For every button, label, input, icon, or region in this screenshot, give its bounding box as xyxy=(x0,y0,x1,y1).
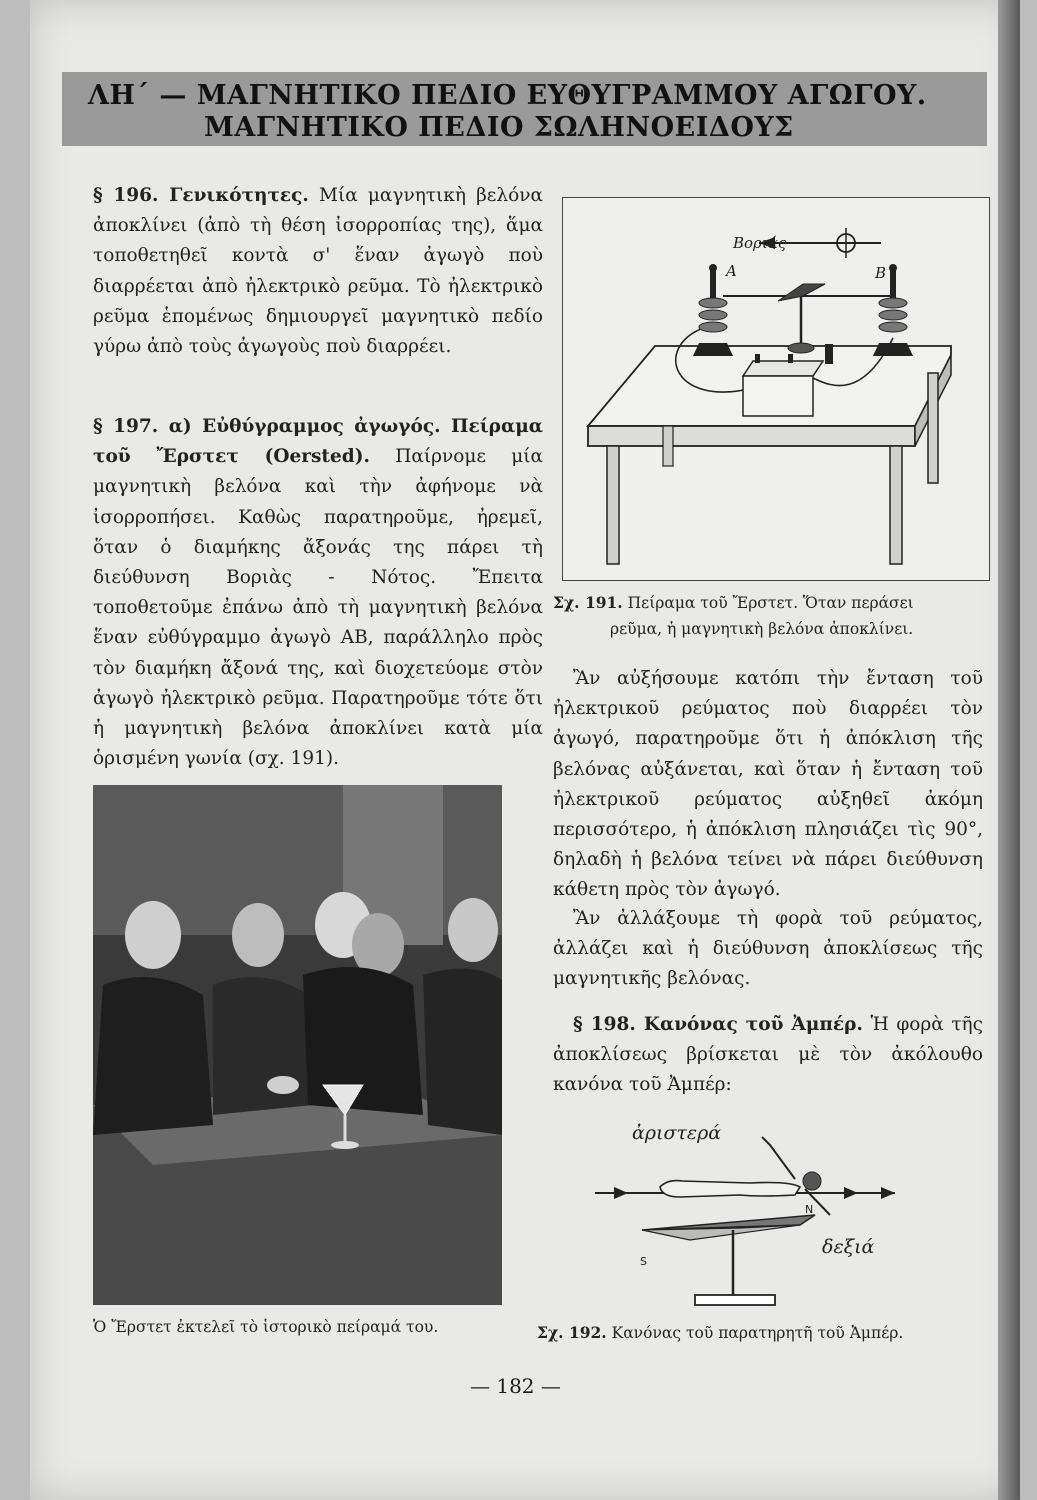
figure-191-caption-line1 xyxy=(553,592,914,614)
figure-192-caption xyxy=(537,1322,903,1344)
figure-191-oersted-apparatus xyxy=(562,197,990,581)
section-198-heading: § 198. Κανόνας τοῦ Ἀμπέρ. xyxy=(573,1014,863,1035)
figure-192-drawing xyxy=(590,1105,910,1320)
photo-illustration xyxy=(93,785,502,1305)
paragraph-direction: Ἂν ἀλλάξουμε τὴ φορὰ τοῦ ρεύματος, ἀλλάζει καὶ ἡ διεύθυνση ἀποκλίσεως τῆς μαγνητικῆς βελόνας. xyxy=(553,908,983,990)
chapter-title-line2: ΜΑΓΝΗΤΙΚΟ ΠΕΔΙΟ ΣΩΛΗΝΟΕΙΔΟΥΣ xyxy=(204,112,794,143)
chapter-title-line1: ΛΗ΄ — ΜΑΓΝΗΤΙΚΟ ΠΕΔΙΟ ΕΥΘΥΓΡΑΜΜΟΥ ΑΓΩΓΟΥ. xyxy=(88,80,927,111)
table-leg xyxy=(890,446,902,564)
section-197-heading: § 197. α) Εὐθύγραμμος ἀγωγός. Πείραμα τοῦ Ἔρστετ (Oersted). xyxy=(93,416,543,468)
table-leg xyxy=(607,446,619,564)
paragraph-intensity: Ἂν αὐξήσουμε κατόπι τὴν ἔνταση τοῦ ἠλεκτρικοῦ ρεύματος ποὺ διαρρέει τὸν ἀγωγό, παρατηροῦμε ὅτι ἡ ἀπόκλιση τῆς βελόνας αὐξάνεται, καὶ ὅταν ἡ ἔνταση τοῦ ἠλεκτρικοῦ ρεύματος αὐξηθεῖ ἀκόμη περισσότερο, ἡ ἀπόκλιση πλησιάζει τὶς 90°, δηλαδὴ ἡ βελόνα τείνει νὰ πάρει διεύθυνση κάθετη πρὸς τὸν ἀγωγό. xyxy=(553,668,983,901)
stand-base xyxy=(695,1295,775,1305)
figure-191-caption-line2: ρεῦμα, ἡ μαγνητικὴ βελόνα ἀποκλίνει. xyxy=(610,620,914,638)
section-196-body: Μία μαγνητικὴ βελόνα ἀποκλίνει (ἀπὸ τὴ θέση ἰσορροπίας της), ἅμα τοποθετηθεῖ κοντὰ σ' ἕναν ἀγωγὸ ποὺ διαρρέεται ἀπὸ ἠλεκτρικὸ ρεῦμα. Τὸ ἠλεκτρικὸ ρεῦμα ἑπομένως δημιουργεῖ μαγνητικὸ πεδίο γύρω ἀπὸ τοὺς ἀγωγοὺς ποὺ διαρρέει. xyxy=(93,185,543,358)
magnetic-needle xyxy=(778,284,825,353)
switch xyxy=(825,344,833,364)
section-198 xyxy=(553,1010,983,1101)
figure-192-caption-number: Σχ. 192. xyxy=(537,1323,607,1342)
section-197 xyxy=(93,412,543,774)
label-left: ἀριστερά xyxy=(632,1122,722,1144)
page-edge-shadow xyxy=(998,0,1020,1500)
figure-192-caption-text: Κανόνας τοῦ παρατηρητῆ τοῦ Ἀμπέρ. xyxy=(611,1324,904,1342)
label-b: B xyxy=(875,264,887,282)
battery xyxy=(743,354,823,416)
label-right: δεξιά xyxy=(822,1236,875,1258)
table-leg xyxy=(928,373,938,483)
figure-192-ampere-rule xyxy=(590,1105,910,1320)
section-198-body: Ἡ φορὰ τῆς ἀποκλίσεως βρίσκεται μὲ τὸν ἀκόλουθο κανόνα τοῦ Ἀμπέρ: xyxy=(553,1014,984,1096)
figure-191-drawing xyxy=(563,198,989,580)
figure-191-caption-text1: Πείραμα τοῦ Ἔρστετ. Ὅταν περάσει xyxy=(627,594,914,612)
label-n: N xyxy=(805,1203,814,1216)
page-number: — 182 — xyxy=(470,1374,561,1398)
label-a: A xyxy=(726,262,737,280)
oersted-historic-photo xyxy=(93,785,502,1305)
section-196-heading: § 196. Γενικότητες. xyxy=(93,185,309,206)
label-s: S xyxy=(640,1255,647,1268)
table-edge xyxy=(588,426,915,446)
section-197-body: Παίρνομε μία μαγνητικὴ βελόνα καὶ τὴν ἀφήνομε νὰ ἰσορροπήσει. Καθὼς παρατηροῦμε, ἠρεμεῖ, ὅταν ὁ διαμήκης ἄξονάς της πάρει τὴ διεύθυνση Βοριὰς - Νότος. Ἔπειτα τοποθετοῦμε ἐπάνω ἀπὸ τὴ μαγνητικὴ βελόνα ἕναν εὐθύγραμμο ἀγωγὸ ΑΒ, παράλληλο πρὸς τὸν διαμήκη ἄξονά της, καὶ διοχετεύομε στὸν ἀγωγὸ ἠλεκτρικὸ ρεῦμα. Παρατηροῦμε τότε ὅτι ἡ μαγνητικὴ βελόνα ἀποκλίνει κατὰ μία ὁρισμένη γωνία (σχ. 191). xyxy=(93,446,543,770)
north-label: Βοριάς xyxy=(733,234,787,252)
photo-caption: Ὁ Ἔρστετ ἐκτελεῖ τὸ ἱστορικὸ πείραμά του. xyxy=(93,1318,439,1336)
section-196 xyxy=(93,181,543,362)
figure-191-caption-number: Σχ. 191. xyxy=(553,593,623,612)
